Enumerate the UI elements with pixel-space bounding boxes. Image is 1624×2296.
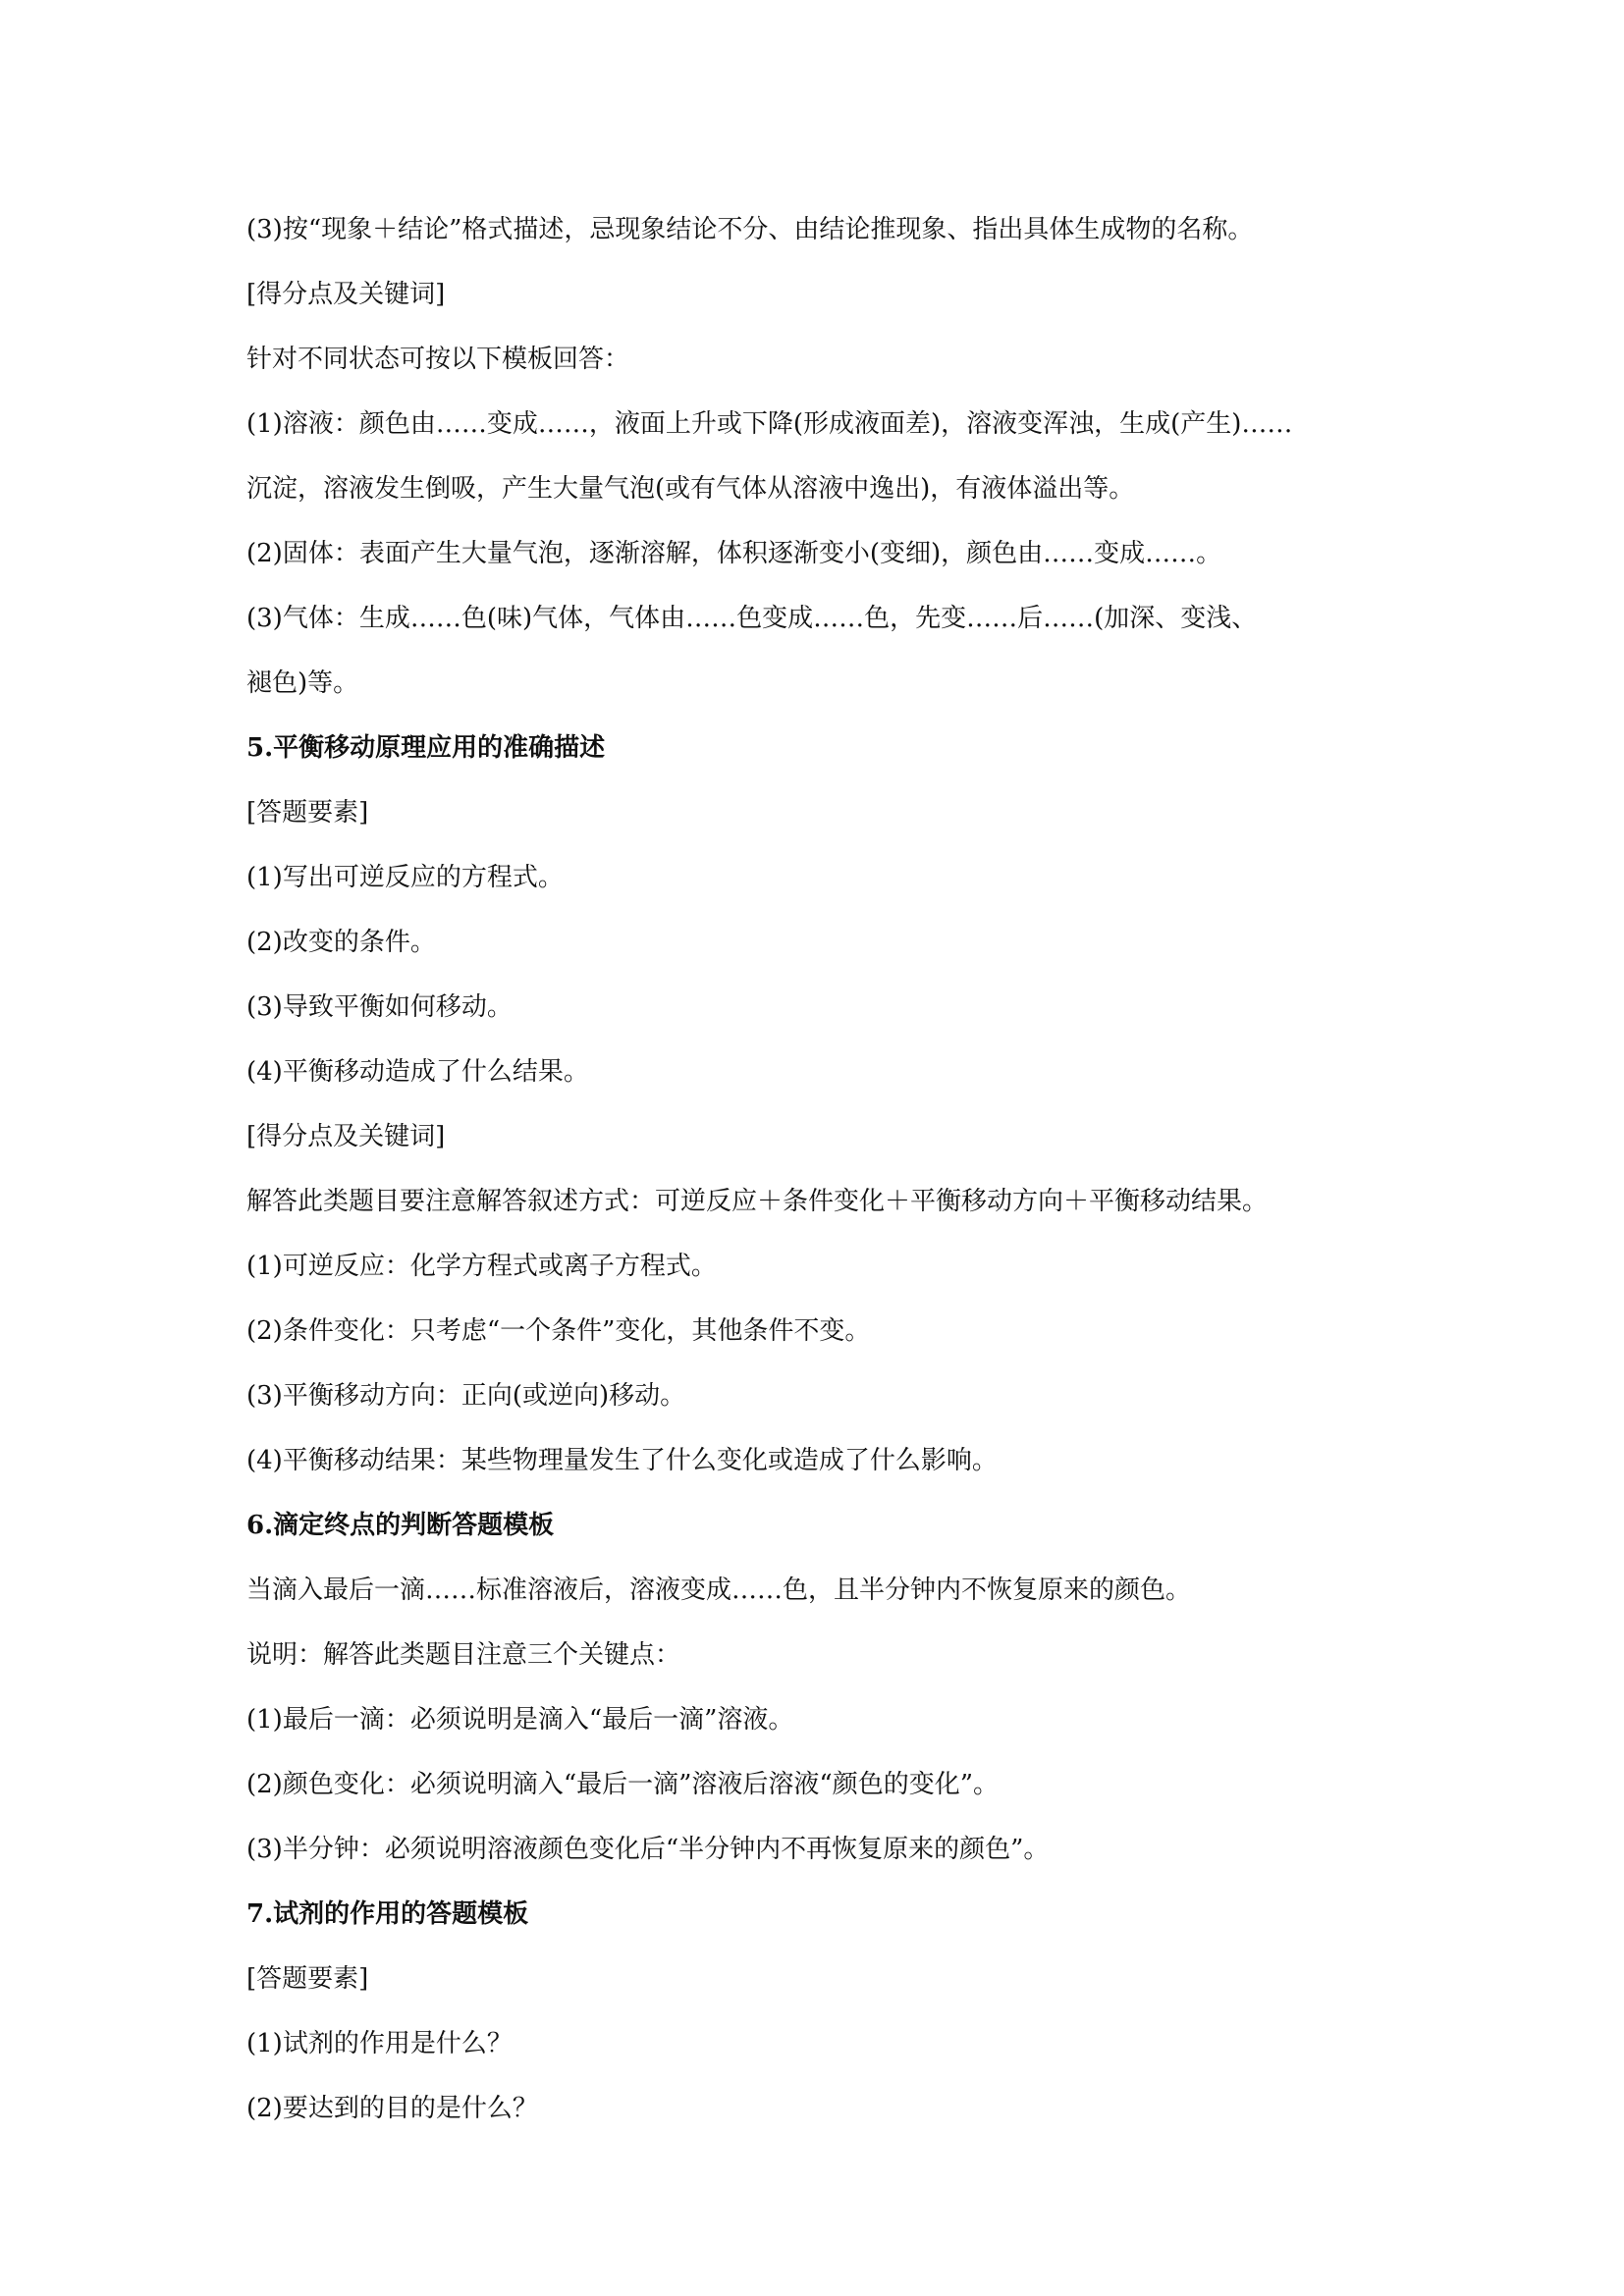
text-line: (3)按“现象＋结论”格式描述，忌现象结论不分、由结论推现象、指出具体生成物的名称。 <box>246 215 1254 244</box>
text-line: (3)气体：生成……色(味)气体，气体由……色变成……色，先变……后……(加深、变浅、 <box>246 604 1258 633</box>
text-line: (4)平衡移动结果：某些物理量发生了什么变化或造成了什么影响。 <box>246 1446 998 1475</box>
text-line: 褪色)等。 <box>246 668 359 698</box>
text-line: (1)最后一滴：必须说明是滴入“最后一滴”溶液。 <box>246 1705 794 1735</box>
text-line: (1)试剂的作用是什么？ <box>246 2029 513 2058</box>
section-subheading: [答题要素] <box>246 1964 369 1994</box>
text-line: 沉淀，溶液发生倒吸，产生大量气泡(或有气体从溶液中逸出)，有液体溢出等。 <box>246 474 1135 504</box>
text-line: (1)溶液：颜色由……变成……，液面上升或下降(形成液面差)，溶液变浑浊，生成(产生)…… <box>246 409 1293 439</box>
text-line: (2)条件变化：只考虑“一个条件”变化，其他条件不变。 <box>246 1316 871 1346</box>
text-line: (2)固体：表面产生大量气泡，逐渐溶解，体积逐渐变小(变细)，颜色由……变成……。 <box>246 539 1222 568</box>
text-line: 解答此类题目要注意解答叙述方式：可逆反应＋条件变化＋平衡移动方向＋平衡移动结果。 <box>246 1187 1269 1216</box>
text-line: (1)可逆反应：化学方程式或离子方程式。 <box>246 1252 717 1281</box>
section-heading: 7.试剂的作用的答题模板 <box>246 1899 529 1929</box>
text-line: (4)平衡移动造成了什么结果。 <box>246 1057 589 1087</box>
section-subheading: [得分点及关键词] <box>246 1122 446 1151</box>
text-line: 当滴入最后一滴……标准溶液后，溶液变成……色，且半分钟内不恢复原来的颜色。 <box>246 1575 1192 1605</box>
section-subheading: [得分点及关键词] <box>246 280 446 309</box>
text-line: (1)写出可逆反应的方程式。 <box>246 863 564 892</box>
text-line: (2)颜色变化：必须说明滴入“最后一滴”溶液后溶液“颜色的变化”。 <box>246 1770 999 1799</box>
section-heading: 5.平衡移动原理应用的准确描述 <box>246 733 606 763</box>
text-line: (3)半分钟：必须说明溶液颜色变化后“半分钟内不再恢复原来的颜色”。 <box>246 1835 1050 1864</box>
section-subheading: [答题要素] <box>246 798 369 828</box>
text-line: (3)平衡移动方向：正向(或逆向)移动。 <box>246 1381 686 1411</box>
text-line: 针对不同状态可按以下模板回答： <box>246 345 630 374</box>
section-heading: 6.滴定终点的判断答题模板 <box>246 1511 555 1540</box>
document-body <box>246 210 1395 2154</box>
text-line: (3)导致平衡如何移动。 <box>246 992 513 1022</box>
text-line: (2)要达到的目的是什么？ <box>246 2094 538 2123</box>
text-line: 说明：解答此类题目注意三个关键点： <box>246 1640 681 1670</box>
text-line: (2)改变的条件。 <box>246 928 436 957</box>
